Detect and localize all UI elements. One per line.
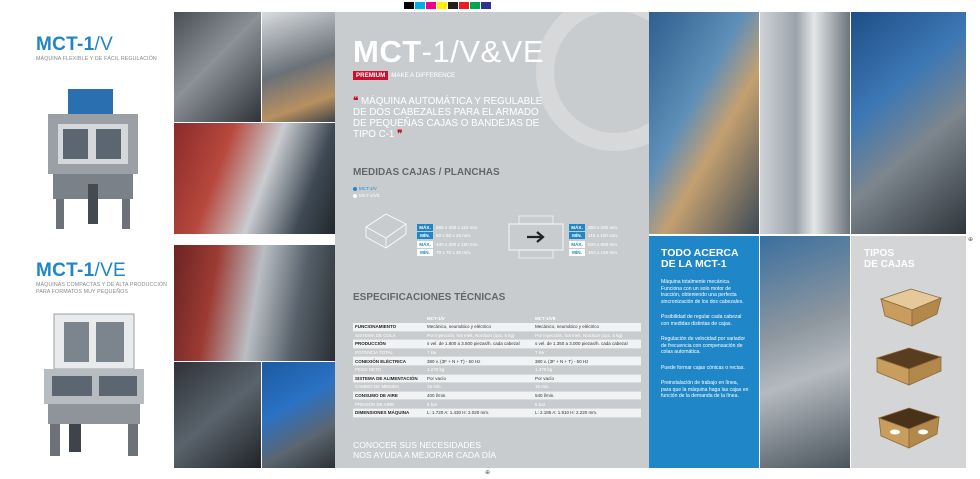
specs-table (353, 316, 641, 418)
spec-cell: 400 l/min. (427, 393, 447, 399)
box-types-panel (851, 236, 966, 468)
spec-row (353, 357, 641, 366)
spec-cell: 7 kw (535, 350, 545, 356)
spec-cell: CAMBIO DE MEDIDA (355, 384, 400, 390)
spec-row (353, 332, 641, 341)
spec-row (353, 409, 641, 418)
box-types-title: TIPOS DE CAJAS (864, 248, 915, 270)
sheet-diagram-icon (505, 212, 567, 262)
closing-statement: CONOCER SUS NECESIDADES NOS AYUDA A MEJORAR CADA DÍA (353, 440, 497, 460)
photo-production-line-2 (174, 245, 335, 361)
measure-row: MÁX. 285 x 200 x 110 mm. (417, 223, 479, 232)
spec-cell: PESO NETO (355, 367, 382, 373)
spec-cell: Por vacío (427, 375, 447, 381)
photo-production-line-1 (174, 123, 335, 234)
spec-cell: L: 2.185 A: 1.910 H: 2.220 mm. (535, 410, 598, 416)
spec-cell: 6 bar (427, 401, 438, 407)
measure-row: MÍN. 150 x 150 mm. (569, 249, 618, 258)
about-paragraph: Regulación de velocidad por variador de frecuencia con compensación de colas automática. (661, 336, 746, 355)
spec-cell: Por inyección, hot melt, Nordson (opc. 5 kg) (427, 332, 515, 338)
color-swatch (470, 2, 480, 9)
photo-control-panel (262, 362, 335, 468)
machine-mct1ve-image (34, 304, 154, 464)
color-swatch (415, 2, 425, 9)
registration-mark-icon: ⊕ (968, 236, 974, 243)
spec-cell: CONSUMO DE AIRE (355, 393, 398, 399)
measure-row: MÁX. 600 x 550 mm. (569, 240, 618, 249)
spec-cell: FUNCIONAMIENTO (355, 324, 397, 330)
box-diagram-icon (361, 202, 411, 252)
sheet-measures (569, 223, 618, 257)
spec-row (353, 366, 641, 375)
about-panel (649, 236, 759, 468)
spec-row (353, 400, 641, 409)
spec-row (353, 349, 641, 358)
spec-cell: 1.270 kg (427, 367, 445, 373)
color-swatch (437, 2, 447, 9)
color-swatch (481, 2, 491, 9)
spec-cell: POTENCIA TOTAL (355, 350, 394, 356)
photo-cabling (851, 12, 966, 234)
model1-subtitle: MÁQUINA FLEXIBLE Y DE FÁCIL REGULACIÓN (36, 56, 157, 62)
spec-cell: 1.470 kg (535, 367, 553, 373)
measure-row: MÍN. 110 x 100 mm. (569, 232, 618, 241)
spec-cell: 15 min. (535, 384, 550, 390)
spec-cell: 540 l/min. (535, 393, 555, 399)
spec-cell: 380 v. (3F + N + T) - 50 Hz (427, 358, 481, 364)
spec-row (353, 375, 641, 384)
spec-row (353, 340, 641, 349)
about-title: TODO ACERCA DE LA MCT-1 (661, 247, 739, 270)
box-measures (417, 223, 479, 257)
spec-row (353, 392, 641, 401)
registration-mark-icon: ⊕ (485, 469, 491, 476)
left-column (0, 12, 174, 468)
spec-cell: CONEXIÓN ELÉCTRICA (355, 358, 407, 364)
about-paragraph: Puede formar cajas cónicas o rectas. (661, 364, 745, 371)
spec-cell: 6 bar (535, 401, 546, 407)
model2-subtitle-line2: PARA FORMATOS MUY PEQUEÑOS (36, 289, 128, 295)
model2-title: MCT-1/VE (36, 260, 127, 281)
color-swatch (448, 2, 458, 9)
spec-cell: Por inyección, hot melt, Nordson (opc. 5 kg) (535, 332, 623, 338)
spec-cell: Mecánico, neumático y eléctrico (535, 324, 600, 330)
measure-row: MÁX. 440 x 300 x 150 mm. (417, 240, 479, 249)
spec-cell: L: 1.720 A: 1.430 H: 2.020 mm. (427, 410, 490, 416)
spec-cell: 7 kw (427, 350, 437, 356)
specs-title: ESPECIFICACIONES TÉCNICAS (353, 292, 506, 303)
color-swatch (459, 2, 469, 9)
photo-conveyor-rails (760, 236, 850, 468)
spec-cell: SISTEMA DE ALIMENTACIÓN (355, 375, 418, 381)
legend-item-ve: MCT-1/VE (353, 193, 380, 198)
measure-row: MÍN. 70 x 70 x 30 mm. (417, 249, 479, 258)
about-paragraph: Máquina totalmente mecánica. Funciona con un solo motor de tracción, obteniendo una perfecta sincronización de los dos cabezales. (661, 279, 744, 305)
specs-header: MCT-1/V MCT-1/VE (427, 316, 556, 321)
model1-title: MCT-1/V (36, 34, 114, 55)
spec-cell: DIMENSIONES MÁQUINA (355, 410, 410, 416)
about-paragraph: Posibilidad de regular cada cabezal con medidas distintas de cajas. (661, 314, 742, 327)
color-swatch (404, 2, 414, 9)
spec-cell: 380 v. (3F + N + T) - 50 Hz (535, 358, 589, 364)
measures-title: MEDIDAS CAJAS / PLANCHAS (353, 167, 500, 178)
tray-box-icon (876, 284, 946, 329)
about-body (649, 279, 759, 400)
photo-machine-detail-2 (262, 12, 335, 122)
main-title: MCT-1/V&VE (353, 34, 545, 69)
about-paragraph: Preinstalación de trabajo en línea, para que la máquina haga las cajas en función de la demanda de la línea. (661, 380, 749, 399)
handle-box-icon (873, 402, 945, 452)
spec-cell: PRODUCCIÓN (355, 341, 386, 347)
tapered-box-icon (873, 344, 945, 389)
model-legend (353, 186, 380, 200)
legend-item-v: MCT-1/V (353, 186, 380, 191)
photo-box-forming (649, 12, 759, 234)
photo-conveyor (174, 362, 261, 468)
spec-cell: PRESIÓN DE AIRE (355, 401, 395, 407)
spec-row (353, 383, 641, 392)
spec-cell: s vel. de 1.800 a 3.500 piezas/h. cada cabezal (427, 341, 520, 347)
center-panel (335, 12, 649, 468)
model2-subtitle-line1: MÁQUINAS COMPACTAS Y DE ALTA PRODUCCIÓN (36, 282, 168, 288)
color-calibration-bar (404, 2, 492, 9)
spec-cell: Mecánico, neumático y eléctrico (427, 324, 492, 330)
spec-row (353, 323, 641, 332)
spec-cell: SISTEMA DE COLA (355, 332, 396, 338)
intro-quote: ❝ MÁQUINA AUTOMÁTICA Y REGULABLE DE DOS CABEZALES PARA EL ARMADO DE PEQUEÑAS CAJAS O BANDEJAS DE TIPO C-1 ❞ (353, 96, 543, 140)
photo-machine-detail-1 (174, 12, 261, 122)
photo-pneumatic-head (760, 12, 850, 234)
color-swatch (426, 2, 436, 9)
spec-cell: Por vacío (535, 375, 555, 381)
premium-tagline: PREMIUM MAKE A DIFFERENCE (353, 72, 455, 79)
spec-cell: 15 min. (427, 384, 442, 390)
measure-row: MÍN. 50 x 50 x 25 mm. (417, 232, 479, 241)
spec-cell: s vel. de 1.350 a 3.000 piezas/h. cada cabezal (535, 341, 628, 347)
measure-row: MÁX. 350 x 290 mm. (569, 223, 618, 232)
machine-mct1v-image (38, 74, 148, 234)
